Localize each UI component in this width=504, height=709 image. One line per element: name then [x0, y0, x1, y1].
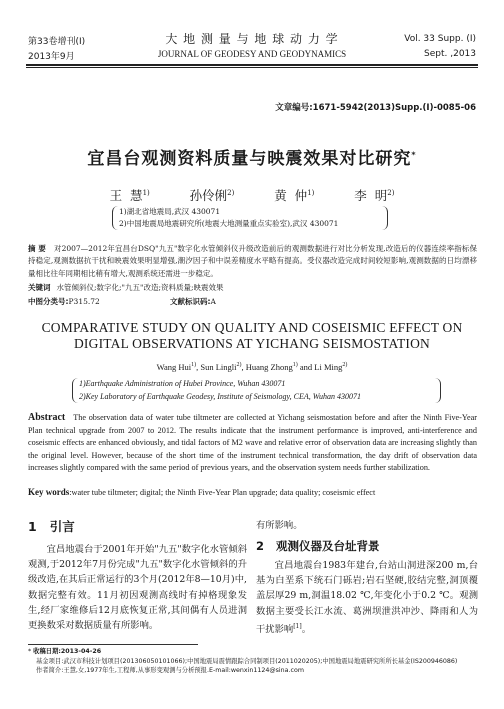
affiliation-en-1: 1)Earthquake Administration of Hubei Province, Wuhan 430071	[79, 379, 286, 388]
footnote-fund: 基金项目:武汉市科技计划项目(201306050101066);中国地震局震情跟踪合同制项目(2011020205);中国地震局地震研究所所长基金(IS200946086)	[36, 657, 458, 665]
header-rule-thick	[26, 64, 478, 66]
footnote-received-text: 收稿日期:2013-04-26	[33, 648, 102, 655]
section-1-heading	[28, 517, 75, 535]
author-cn-4	[354, 188, 394, 203]
author-sup: 1)	[292, 362, 298, 369]
author-en-2: , Sun Lingli	[196, 362, 237, 372]
affiliations-cn	[112, 206, 388, 230]
author-name: 黄 仲	[274, 188, 308, 203]
section-2-heading	[256, 538, 380, 554]
author-name: 李 明	[354, 188, 388, 203]
header-date-cn: 2013年9月	[28, 52, 75, 62]
affiliation-en-2: 2)Key Laboratory of Earthquake Geodesy, Institute of Seismology, CEA, Wuhan 430071	[79, 391, 361, 401]
footnote-rule	[28, 644, 198, 645]
header-volume-en: Vol. 33 Supp. (Ⅰ)	[404, 34, 476, 44]
authors-en	[0, 362, 504, 372]
header-date-en: Sept. ,2013	[424, 49, 476, 59]
section-2-title: 观测仪器及台址背景	[276, 539, 380, 553]
title-footnote-mark: *	[411, 150, 417, 160]
paper-title-en	[0, 320, 504, 352]
author-name: 孙伶俐	[189, 188, 228, 203]
section-1-title: 引言	[49, 519, 75, 534]
section-2-text: 宜昌地震台1983年建台,台站山洞进深200 m,台基为白垩系下统石门砾岩;岩石坚硬,胶结完整,洞顶覆盖层厚29 m,洞温18.02 ℃,年变化小于0.2 ℃。观测数据主要受长江水流、葛洲坝泄洪冲沙、降雨和人为干扰影响	[256, 560, 478, 635]
abstract-en-text: The observation data of water tube tiltmeter are collected at Yichang seismostation before and after the Ninth Five-Year Plan technical upgrade from 2007 to 2012. The results indicate that the instrument performance is improved, anti-interference and coseismic effects are enhanced obviously, and tidal factors of M2 wave and relative error of observation data are increasing slightly than the original level. However, because of the short time of the instrument technical transformation, the day drift of observation data increases slightly compared with the same period of previous years, and the observation system needs further stabilization.	[28, 413, 477, 472]
doc-cn-value: A	[210, 297, 216, 306]
footnote-star: *	[28, 648, 32, 655]
header-journal-cn: 大 地 测 量 与 地 球 动 力 学	[165, 32, 339, 46]
keywords-cn-label: 关键词	[28, 283, 51, 292]
footnotes	[28, 647, 477, 676]
author-sup: 1)	[191, 362, 197, 369]
paper-title-cn-text: 宜昌台观测资料质量与映震效果对比研究	[87, 149, 412, 169]
author-sup: 2)	[342, 362, 348, 369]
keywords-cn	[28, 282, 477, 293]
footnote-received	[28, 647, 477, 657]
section-2-end: 。	[301, 623, 312, 635]
author-cn-2	[190, 188, 235, 203]
author-en-4: and Li Ming	[297, 362, 343, 372]
author-sup: 1)	[307, 188, 315, 197]
section-1-number: 1	[28, 519, 37, 534]
footnote-author: 作者简介:王慧,女,1977年生,工程师,从事形变观测与分析预报.E-mail:wenxin1124@sina.com	[36, 667, 304, 675]
document-code-cn	[170, 296, 216, 307]
abstract-cn-text: 对2007—2012年宜昌台DSQ"九五"数字化水管倾斜仪升级改造前后的观测数据进行对比分析发现,改造后的仪器连续率指标保持稳定,观测数据抗干扰和映震效果明显增强,潮汐因子和中误差精度水平略有提高。受仪器改造完成时间较短影响,观测数据的日均漂移量相比往年同期相比稍有增大,观测系统还需进一步稳定。	[28, 244, 477, 278]
class-cn-value: P315.72	[68, 297, 100, 306]
author-en-1: Wang Hui	[156, 362, 192, 372]
abstract-cn-label: 摘 要	[28, 244, 46, 253]
section-1-continuation	[256, 518, 478, 533]
section-1-continuation-text: 有所影响。	[256, 520, 303, 531]
keywords-cn-text: 水管倾斜仪;数字化;"九五"改造;资料质量;映震效果	[56, 283, 224, 292]
article-number: 文章编号:1671-5942(2013)Supp.(Ⅰ)-0085-06	[275, 103, 476, 113]
classification-cn	[28, 296, 100, 307]
abstract-cn	[28, 243, 477, 280]
class-cn-label: 中图分类号:	[28, 297, 69, 306]
author-cn-3	[274, 188, 314, 203]
keywords-en	[28, 487, 477, 497]
header-journal-en: JOURNAL OF GEODESY AND GEODYNAMICS	[157, 49, 347, 59]
citation-1[interactable]: [1]	[293, 622, 302, 630]
affiliation-cn-2: 2)中国地震局地震研究所(地震大地测量重点实验室),武汉 430071	[119, 219, 339, 228]
section-1-body: 宜昌地震台于2001年开始"九五"数字化水管倾斜观测,于2012年7月份完成"九五"数字化水管倾斜的升级改造,在其后正常运行的3个月(2012年8—10月)中,数据完整有效。11月初因观测高线时有掉格现象发生,经厂家维修后12月底恢复正常,其间偶有人员进洞更换数采对数据质量有所影响。	[28, 544, 247, 632]
paper-title-cn	[0, 144, 504, 169]
author-cn-1	[110, 188, 150, 203]
section-2-number: 2	[256, 539, 265, 553]
affiliations-en	[72, 378, 441, 403]
author-sup: 2)	[227, 188, 235, 197]
section-2-body	[256, 558, 478, 637]
abstract-en-label: Abstract	[28, 412, 66, 423]
keywords-en-text: :water tube tiltmeter; digital; the Ninth Five-Year Plan upgrade; data quality; coseismic effect	[69, 488, 376, 497]
author-name: 王 慧	[109, 188, 143, 203]
header-rule-thin	[26, 67, 478, 68]
affiliation-cn-1: 1)湖北省地震局,武汉 430071	[119, 207, 221, 216]
keywords-en-label: Key words	[28, 487, 70, 497]
author-sup: 2)	[236, 362, 242, 369]
author-sup: 1)	[142, 188, 150, 197]
author-en-3: , Huang Zhong	[241, 362, 293, 372]
paper-title-en-line2: DIGITAL OBSERVATIONS AT YICHANG SEISMOSTATION	[73, 336, 431, 351]
author-sup: 2)	[387, 188, 395, 197]
header-volume-cn: 第33卷增刊(Ⅰ)	[28, 37, 86, 47]
abstract-en	[28, 412, 477, 475]
authors-cn	[0, 186, 504, 204]
paper-title-en-line1: COMPARATIVE STUDY ON QUALITY AND COSEISMIC EFFECT ON	[41, 320, 463, 335]
doc-cn-label: 文献标识码:	[170, 297, 211, 306]
